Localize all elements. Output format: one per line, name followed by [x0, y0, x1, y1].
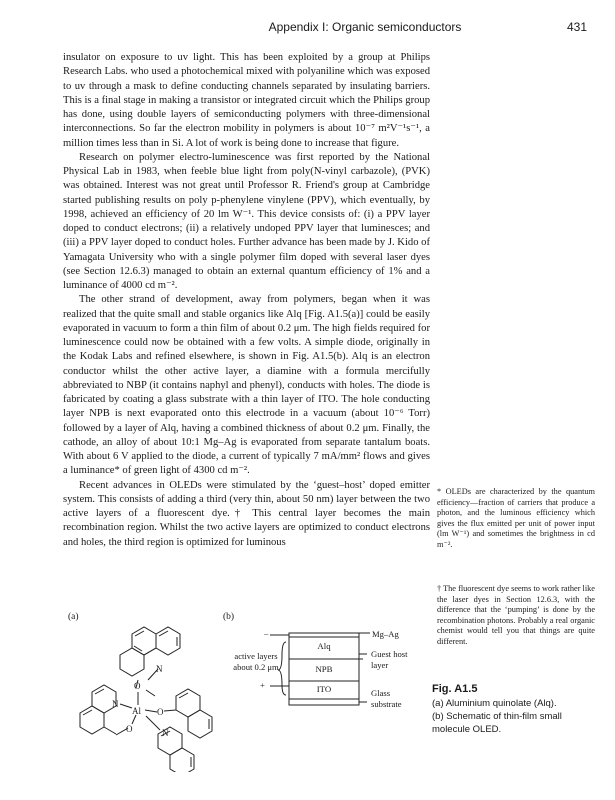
margin-note-dye: † The fluorescent dye seems to work rather like the laser dyes in Section 12.6.3, with the difference that the ‘pumping’ is done by the recombination photons. Probably a real organic chemist would tell you that things are quite different.	[437, 584, 595, 646]
oled-schematic	[220, 625, 420, 735]
label-guest-host: Guest host layer	[371, 649, 408, 670]
layer-ito: ITO	[316, 684, 332, 694]
figure-caption	[432, 683, 592, 736]
page-number: 431	[566, 20, 587, 34]
running-header	[0, 20, 615, 40]
atom-al: Al	[132, 706, 141, 716]
alq-molecule-diagram	[62, 612, 222, 772]
paragraph-1: insulator on exposure to uv light. This has been exploited by a group at Philips Research Labs. who used a photochemical mixed with polyaniline which was exposed to uv through a mask to define conducting channels separated by insulating barriers. This is a final stage in making a transistor or integrated circuit which the Philips group has done, using double layers of semiconducting polymers with three-dimensional interconnections. So far the electron mobility in polymers is about 10⁻⁷ m²V⁻¹s⁻¹, a million times less than in Si. A lot of work is being done to increase that figure.	[63, 52, 430, 149]
caption-title: Fig. A1.5	[432, 683, 478, 695]
atom-o-right: O	[157, 707, 164, 717]
label-active-layers: active layers about 0.2 μm	[233, 651, 279, 672]
margin-note-luminance: * OLEDs are characterized by the quantum efficiency—fraction of carriers that produce a photon, and the luminous efficiency which gives the flux emitted per unit of power input (lm W⁻¹) and sometimes the brightness in cd m⁻².	[437, 487, 595, 549]
caption-a: (a) Aluminium quinolate (Alq).	[432, 698, 557, 709]
atom-o-bottom: O	[126, 724, 133, 734]
caption-b: (b) Schematic of thin-film small molecule OLED.	[432, 711, 562, 735]
atom-o-top: O	[134, 681, 141, 691]
figure-label-a: (a)	[68, 612, 79, 622]
main-text	[63, 51, 430, 550]
paragraph-3: The other strand of development, away from polymers, began when it was realized that the quite small and stable organics like Alq [Fig. A1.5(a)] could be easily evaporated in vacuum to form a thin film of about 0.2 μm. The high fields required for luminescence could now be obtained with a few volts. A simple diode, originally in the Kodak Labs and refined elsewhere, is shown in Fig. A1.5(b). Alq is an electron conductor whilst the other active layer, a diamine with a formula mercifully abbreviated to NBP (it contains naphyl and phenyl), conducts with holes. The diode is fabricated by coating a glass substrate with a thin layer of ITO. The hole conducting layer NPB is next evaporated onto this electrode in a vacuum (about 10⁻⁶ Torr) followed by a layer of Alq, having a combined thickness of about 0.2 μm. Finally, the cathode, an alloy of about 10:1 Mg–Ag is evaporated from separate tantalum boats. With about 6 V applied to the diode, a current of typically 7 mA/mm² flows and gives a luminance* of green light of 4300 cd m⁻².	[63, 294, 430, 477]
label-mg-ag: Mg–Ag	[372, 629, 399, 639]
paragraph-2: Research on polymer electro-luminescence was first reported by the National Physical Lab in 1983, when feeble blue light from poly(N-vinyl carbazole), (PVK) was obtained. Interest was not great until Professor R. Friend's group at Cambridge started publishing results on poly p-phenylene vinylene (PPV), which eventually, by 1998, achieved an efficiency of 20 lm W⁻¹. This device consists of: (i) a PPV layer doped to conduct electrons; (ii) a relatively undoped PPV layer that luminesces; and (iii) a PPV layer doped to conduct holes. Further advance has been made by J. Kido of Yamagata University who with a single polymer film doped with several laser dyes (see Section 12.6.3) managed to obtain an external quantum efficiency of 1% and a luminance of 4000 cd m⁻².	[63, 151, 430, 291]
label-glass-substrate: Glass substrate	[371, 688, 402, 709]
running-title: Appendix I: Organic semiconductors	[268, 20, 462, 34]
layer-alq: Alq	[317, 641, 331, 651]
atom-n-top: N	[156, 664, 163, 674]
atom-n-left: N	[112, 699, 119, 709]
layer-npb: NPB	[315, 664, 333, 674]
figure-label-b: (b)	[223, 612, 235, 622]
anode-terminal-plus: +	[260, 680, 265, 690]
paragraph-4: Recent advances in OLEDs were stimulated by the ‘guest–host’ doped emitter system. This consists of adding a third (very thin, about 50 nm) layer between the two active layers of a fluorescent dye.† This central layer becomes the main recombination region. Whilst the two active layers are optimized to conduct electrons and holes, the third region is optimized for luminous	[63, 479, 430, 548]
cathode-terminal-minus: –	[264, 628, 269, 638]
atom-n-bottom: N	[162, 728, 169, 738]
